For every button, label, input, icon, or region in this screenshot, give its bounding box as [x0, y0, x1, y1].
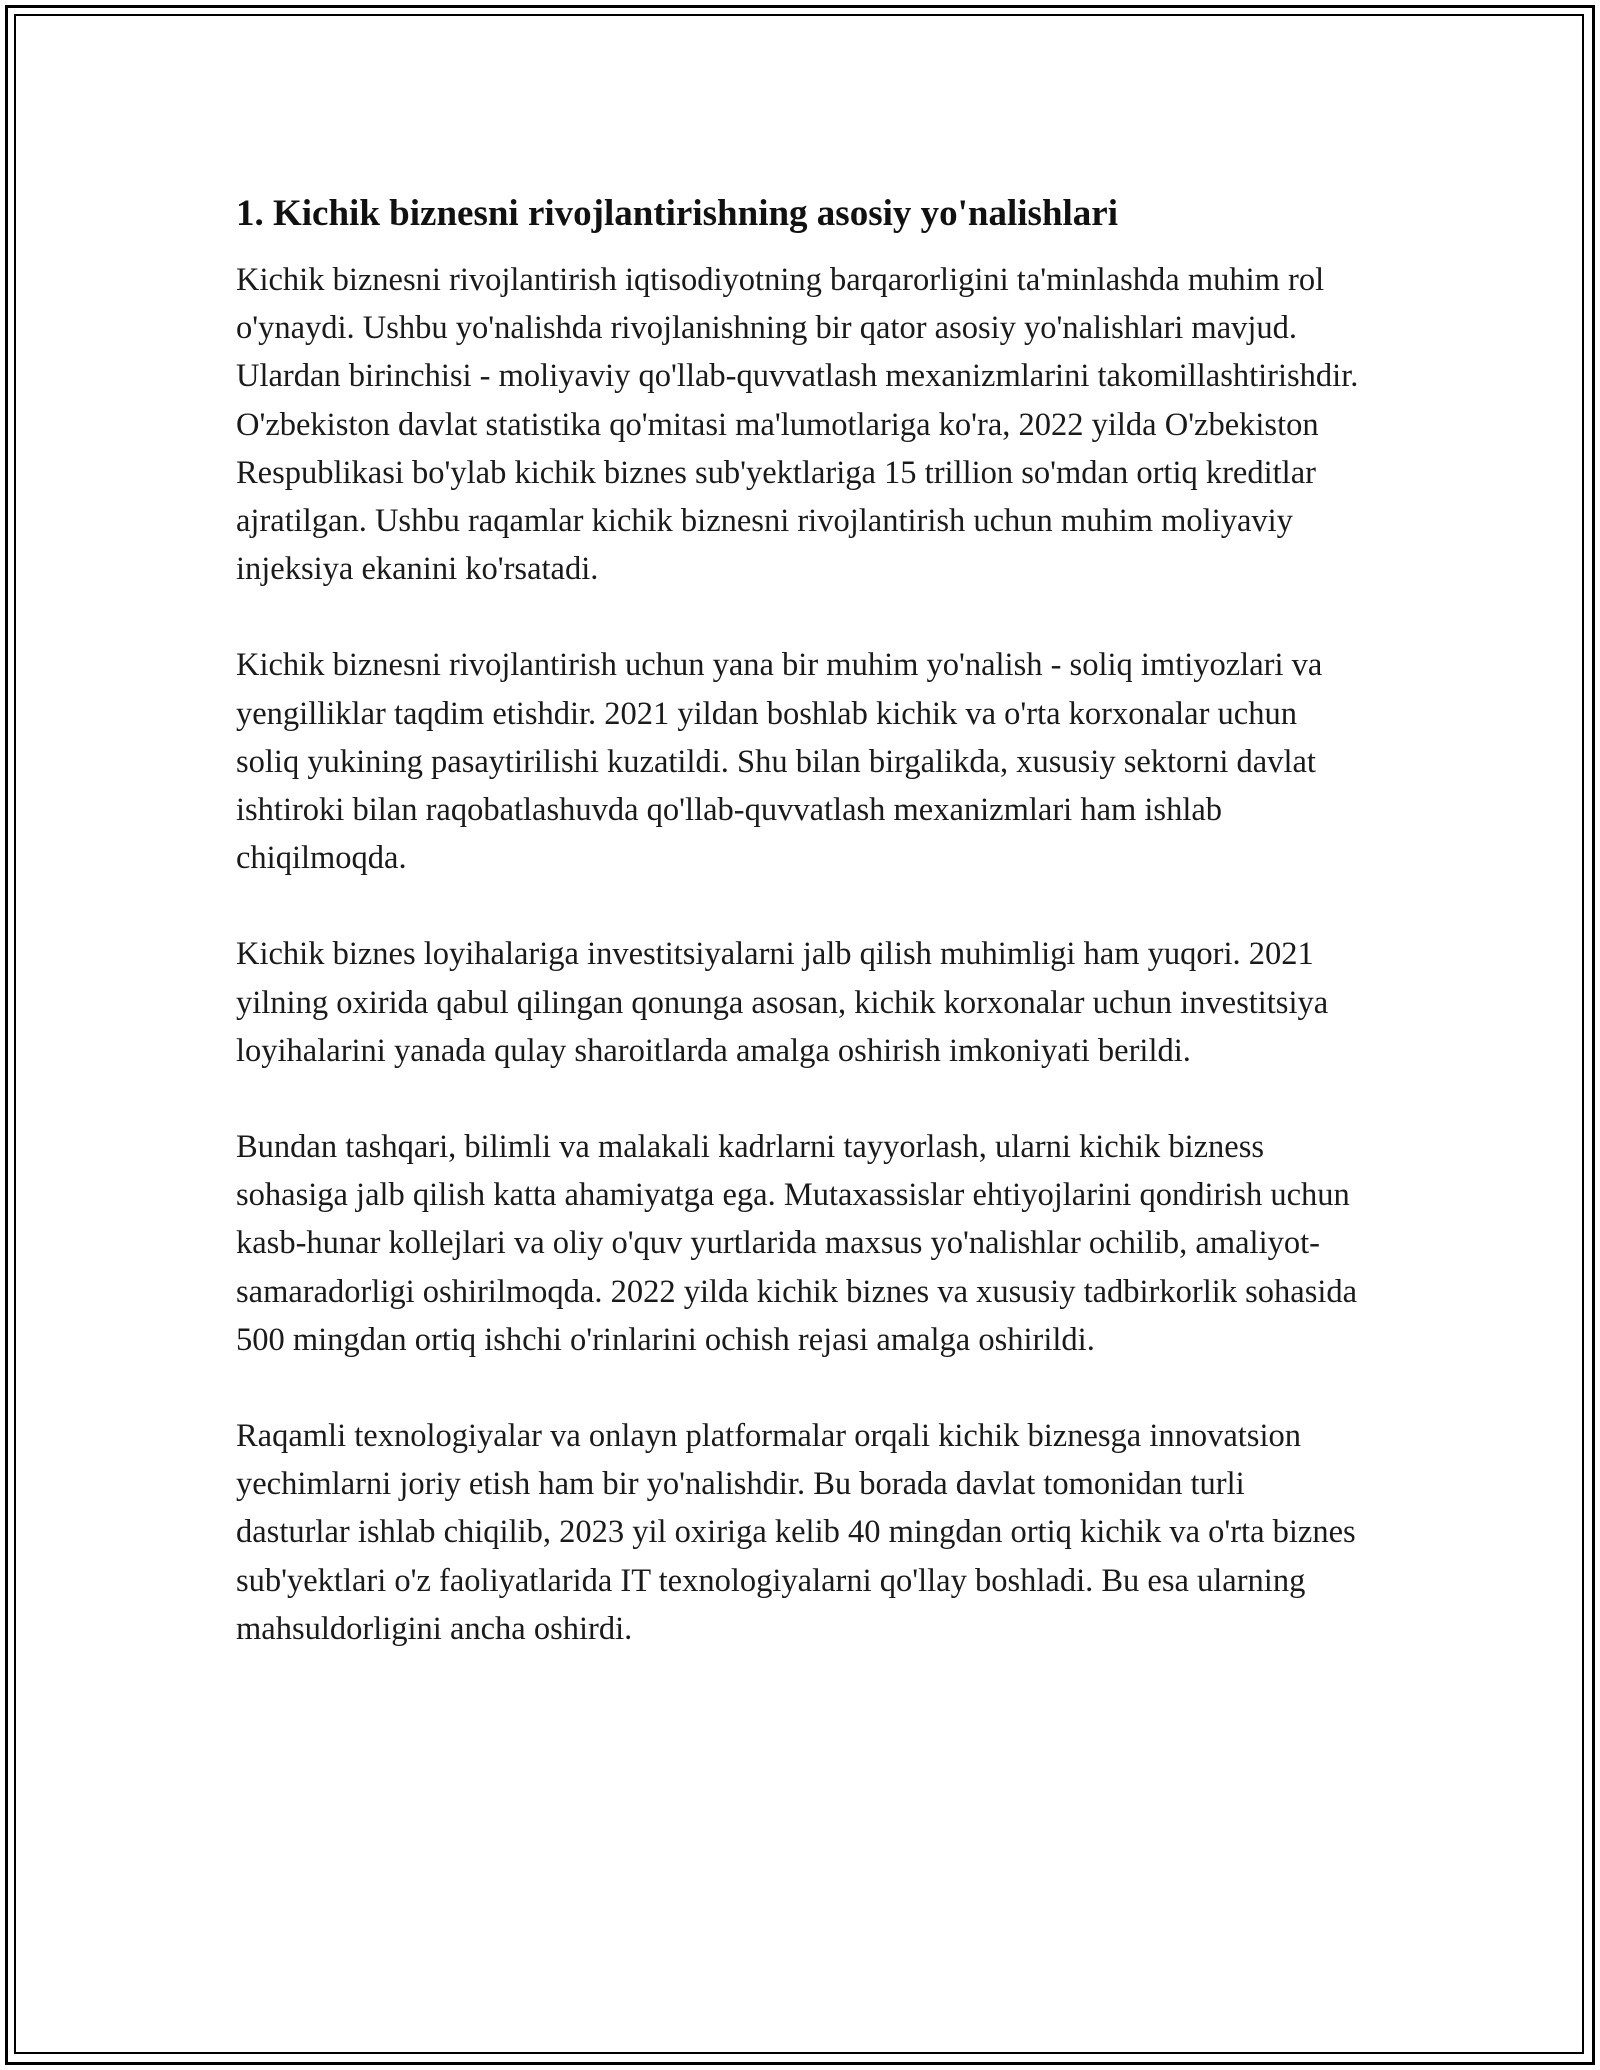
paragraph-personnel-training: Bundan tashqari, bilimli va malakali kadrlarni tayyorlash, ularni kichik bizness sohasiga jalb qilish katta ahamiyatga ega. Mutaxassislar ehtiyojlarini qondirish uchun kasb-hunar kollejlari va oliy o'quv yurtlarida maxsus yo'nalishlar ochilib, amaliyot-samaradorligi oshirilmoqda. 2022 yilda kichik biznes va xususiy tadbirkorlik sohasida 500 mingdan ortiq ishchi o'rinlarini ochish rejasi amalga oshirildi. — [236, 1129, 1358, 1358]
document-body — [236, 188, 1366, 1701]
paragraph-digital-technologies: Raqamli texnologiyalar va onlayn platformalar orqali kichik biznesga innovatsion yechimlarni joriy etish ham bir yo'nalishdir. Bu borada davlat tomonidan turli dasturlar ishlab chiqilib, 2023 yil oxiriga kelib 40 mingdan ortiq kichik va o'rta biznes sub'yektlari o'z faoliyatlarida IT texnologiyalarni qo'llay boshladi. Bu esa ularning mahsuldorligini ancha oshirdi. — [236, 1418, 1356, 1647]
section-title: 1. Kichik biznesni rivojlantirishning asosiy yo'nalishlari — [236, 193, 1119, 234]
paragraph-financial-support: Kichik biznesni rivojlantirish iqtisodiyotning barqarorligini ta'minlashda muhim rol o'ynaydi. Ushbu yo'nalishda rivojlanishning bir qator asosiy yo'nalishlari mavjud. Ulardan birinchisi - moliyaviy qo'llab-quvvatlash mexanizmlarini takomillashtirishdir. O'zbekiston davlat statistika qo'mitasi ma'lumotlariga ko'ra, 2022 yilda O'zbekiston Respublikasi bo'ylab kichik biznes sub'yektlariga 15 trillion so'mdan ortiq kreditlar ajratilgan. Ushbu raqamlar kichik biznesni rivojlantirish uchun muhim moliyaviy injeksiya ekanini ko'rsatadi. — [236, 262, 1359, 588]
paragraph-investments: Kichik biznes loyihalariga investitsiyalarni jalb qilish muhimligi ham yuqori. 2021 yilning oxirida qabul qilingan qonunga asosan, kichik korxonalar uchun investitsiya loyihalarini yanada qulay sharoitlarda amalga oshirish imkoniyati berildi. — [236, 936, 1329, 1069]
paragraph-tax-benefits: Kichik biznesni rivojlantirish uchun yana bir muhim yo'nalish - soliq imtiyozlari va yengilliklar taqdim etishdir. 2021 yildan boshlab kichik va o'rta korxonalar uchun soliq yukining pasaytirilishi kuzatildi. Shu bilan birgalikda, xususiy sektorni davlat ishtiroki bilan raqobatlashuvda qo'llab-quvvatlash mexanizmlari ham ishlab chiqilmoqda. — [236, 647, 1323, 877]
